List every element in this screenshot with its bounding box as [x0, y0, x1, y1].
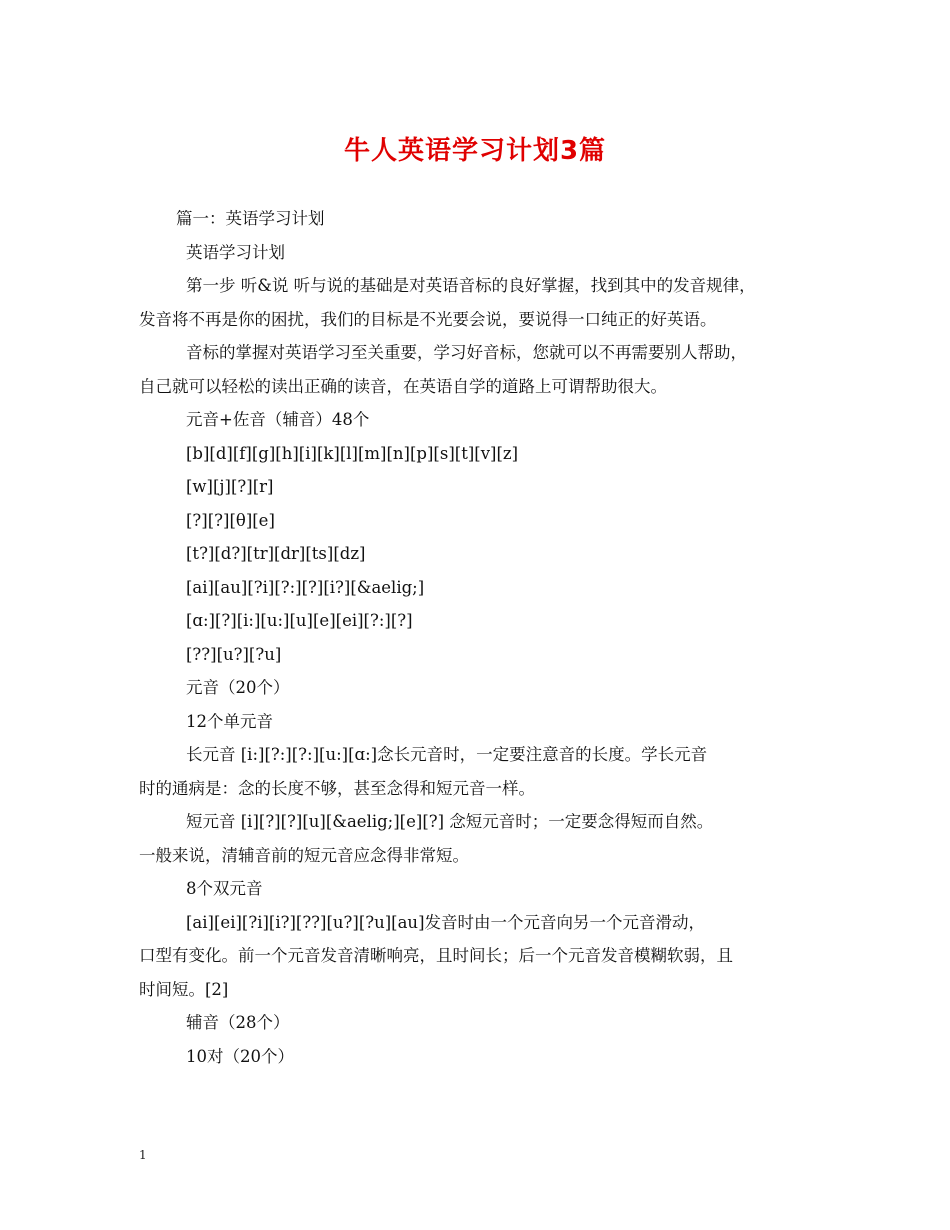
- paragraph: 时间短。[2]: [139, 979, 229, 999]
- paragraph: 元音（20个）: [186, 678, 290, 697]
- paragraph: 第一步 听&说 听与说的基础是对英语音标的良好掌握，找到其中的发音规律，: [186, 276, 756, 295]
- paragraph: 短元音 [i][?][?][u][&aelig;][e][?] 念短元音时；一定要念得短而自然。: [186, 812, 714, 831]
- paragraph: [??][u?][?u]: [186, 644, 282, 664]
- document-title: 牛人英语学习计划3篇: [343, 136, 607, 166]
- paragraph: 发音将不再是你的困扰，我们的目标是不光要会说，要说得一口纯正的好英语。: [139, 309, 717, 329]
- page-number: 1: [139, 1148, 147, 1162]
- document-body: [139, 202, 819, 1073]
- paragraph: 时的通病是：念的长度不够，甚至念得和短元音一样。: [139, 778, 535, 798]
- paragraph: 音标的掌握对英语学习至关重要，学习好音标，您就可以不再需要别人帮助，: [186, 343, 747, 362]
- paragraph: [w][j][?][r]: [186, 477, 274, 496]
- paragraph: 辅音（28个）: [186, 1013, 290, 1032]
- paragraph: 8个双元音: [186, 879, 263, 898]
- paragraph: 篇一：英语学习计划: [176, 209, 325, 228]
- paragraph: [t?][d?][tr][dr][ts][dz]: [186, 544, 366, 563]
- paragraph: 自己就可以轻松的读出正确的读音，在英语自学的道路上可谓帮助很大。: [139, 376, 667, 396]
- paragraph: 口型有变化。前一个元音发音清晰响亮，且时间长；后一个元音发音模糊软弱，且: [139, 946, 733, 965]
- paragraph: 10对（20个）: [186, 1046, 294, 1066]
- paragraph: 一般来说，清辅音前的短元音应念得非常短。: [139, 845, 469, 865]
- paragraph: [ai][au][?i][?:][?][i?][&aelig;]: [186, 577, 425, 597]
- paragraph: 元音+佐音（辅音）48个: [186, 410, 370, 429]
- paragraph: 英语学习计划: [186, 242, 285, 262]
- paragraph: 长元音 [i:][?:][?:][u:][ɑ:]念长元音时，一定要注意音的长度。学长元音: [186, 745, 708, 764]
- paragraph: [b][d][f][g][h][i][k][l][m][n][p][s][t][v][z]: [186, 443, 519, 463]
- paragraph: [ai][ei][?i][i?][??][u?][?u][au]发音时由一个元音向另一个元音滑动，: [186, 912, 706, 932]
- paragraph: 12个单元音: [186, 711, 273, 731]
- paragraph: [?][?][θ][e]: [186, 510, 275, 530]
- paragraph: [ɑ:][?][i:][u:][u][e][ei][?:][?]: [186, 611, 413, 630]
